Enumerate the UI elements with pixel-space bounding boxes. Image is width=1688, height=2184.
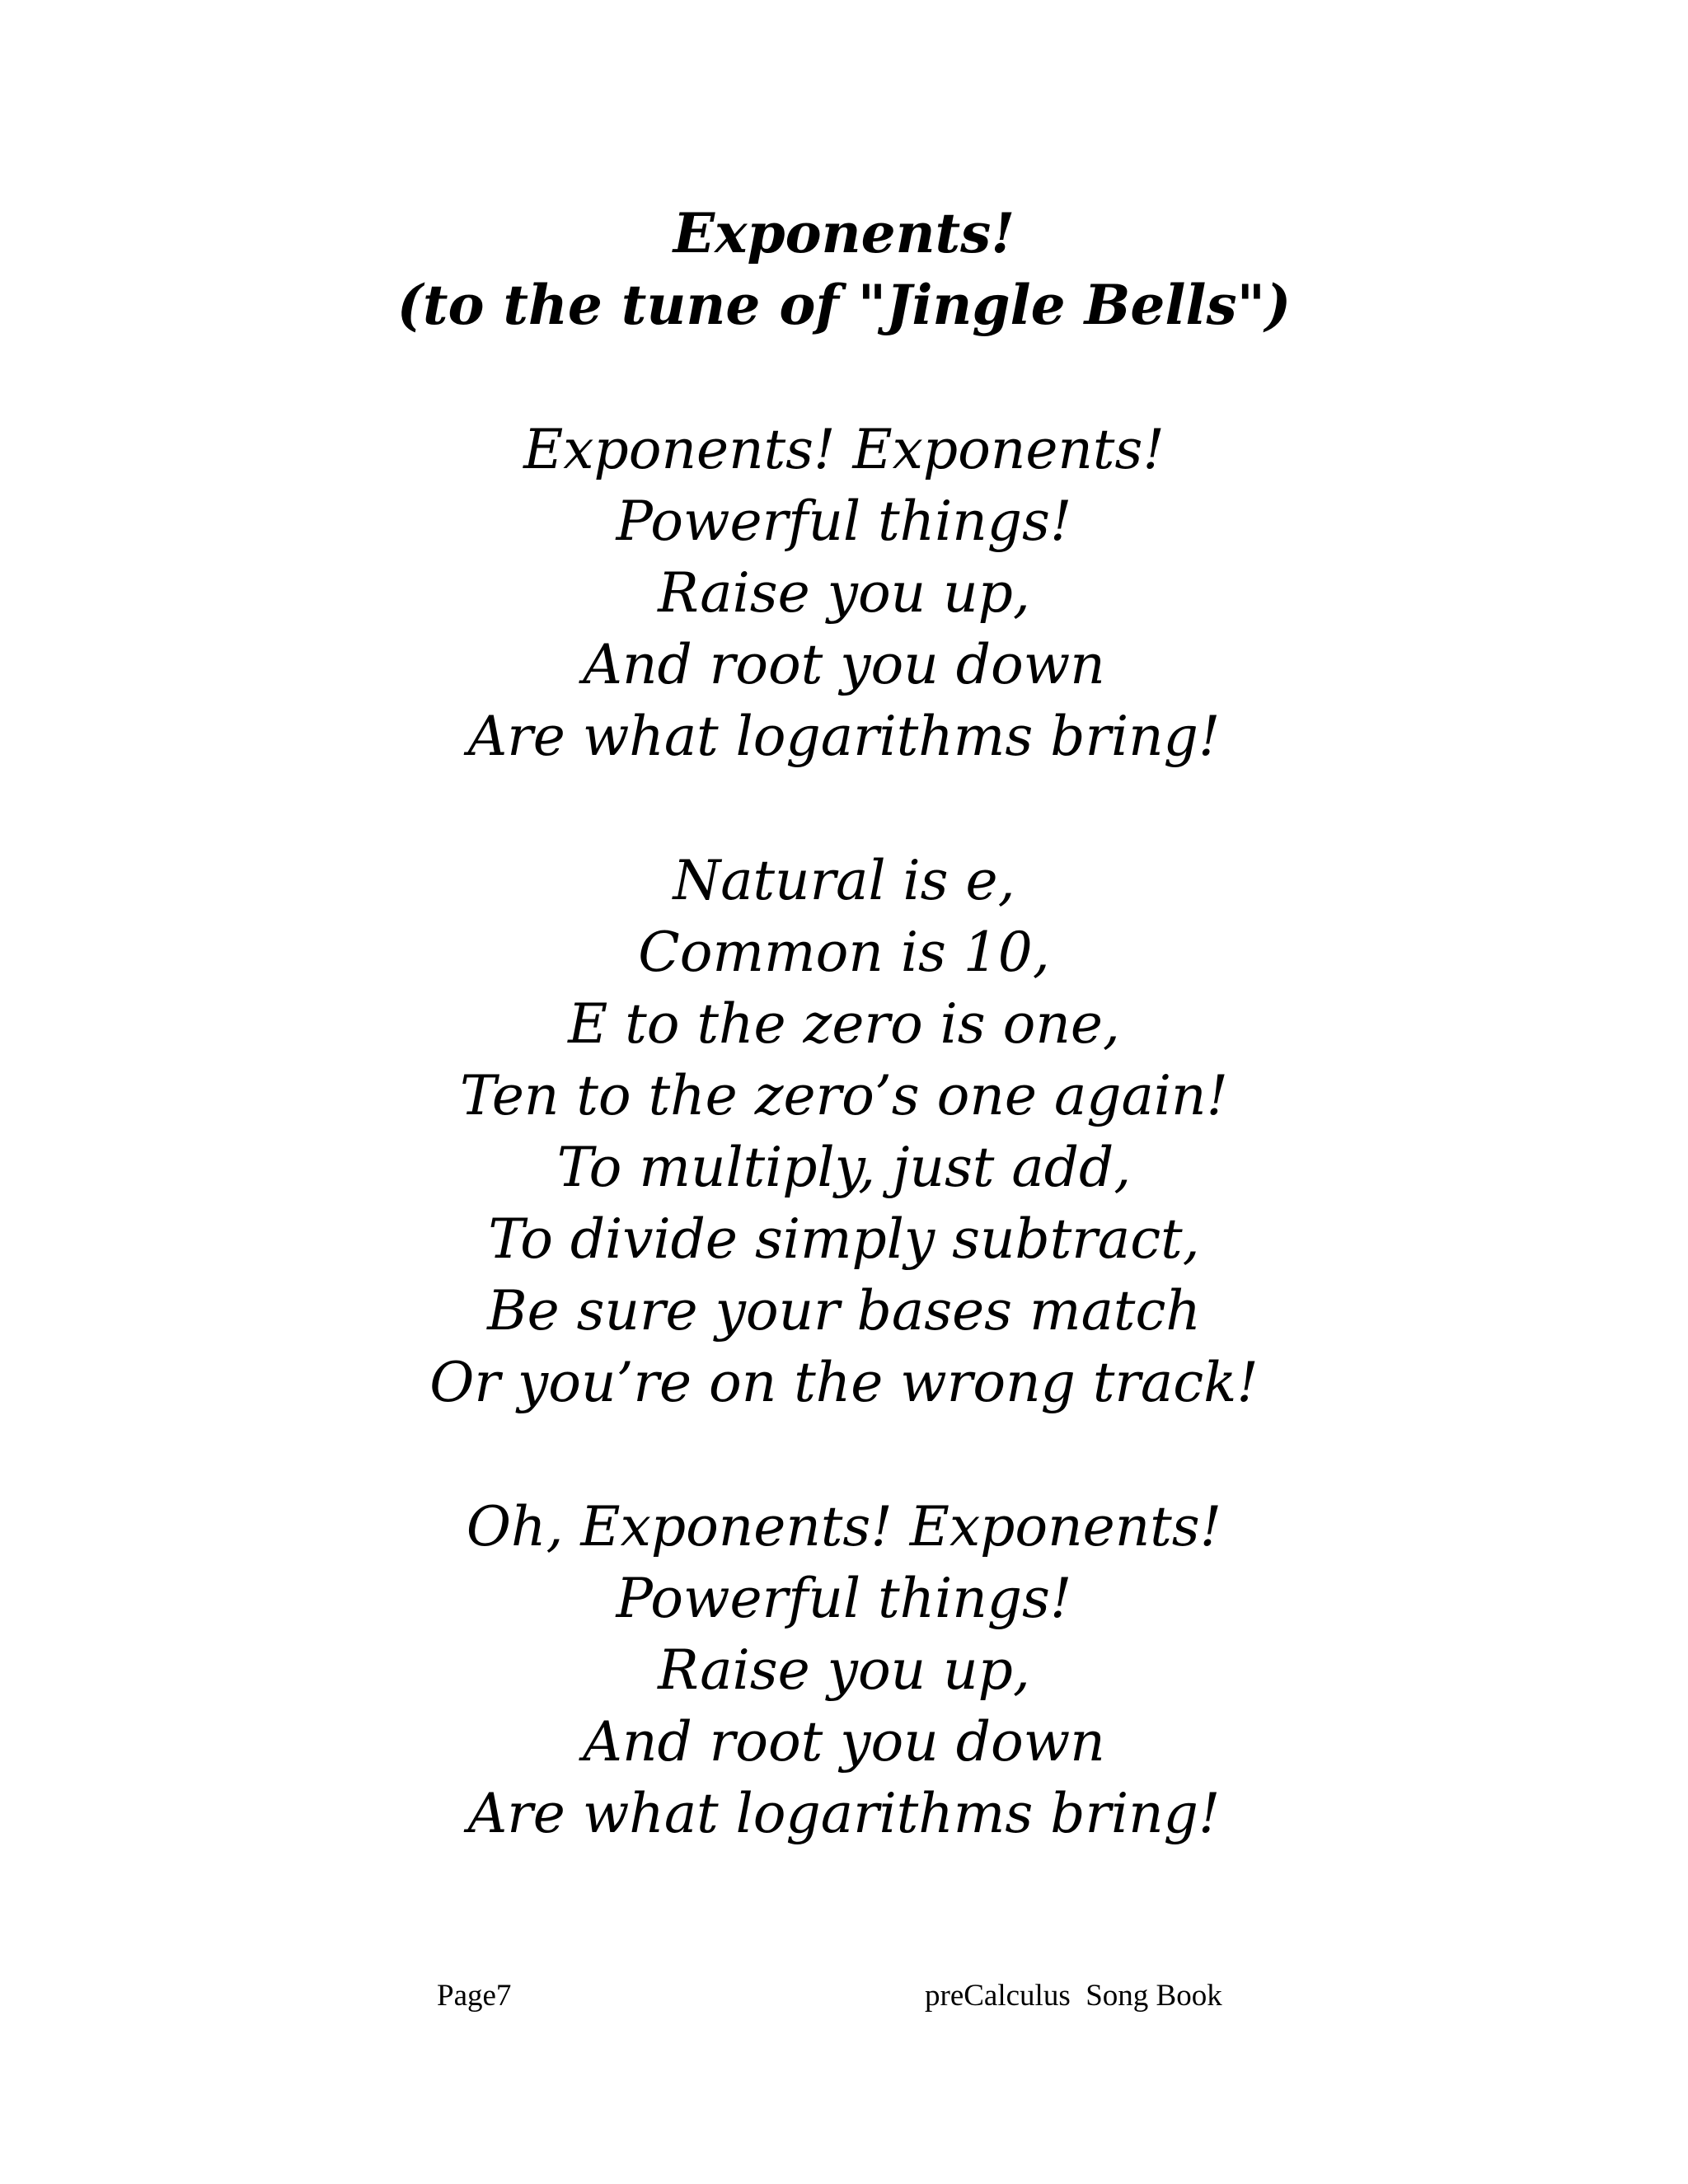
stanza-1: [0, 414, 1688, 772]
verse-line: Are what logarithms bring!: [467, 705, 1221, 768]
verse-line: Raise you up,: [658, 561, 1030, 625]
song-subtitle: (to the tune of "Jingle Bells"): [396, 273, 1292, 337]
verse-line: Powerful things!: [616, 490, 1072, 553]
verse-line: E to the zero is one,: [568, 992, 1120, 1056]
verse-line: Powerful things!: [616, 1567, 1072, 1630]
stanza-3: [0, 1491, 1688, 1849]
book-title: preCalculus Song Book: [925, 1979, 1222, 2013]
song-title-block: [0, 198, 1688, 341]
verse-line: And root you down: [583, 633, 1105, 696]
song-title: Exponents!: [673, 201, 1015, 265]
verse-line: Natural is e,: [673, 849, 1015, 912]
verse-line: Be sure your bases match: [487, 1279, 1201, 1343]
verse-line: Common is 10,: [638, 921, 1050, 984]
verse-line: Are what logarithms bring!: [467, 1782, 1221, 1845]
verse-line: And root you down: [583, 1710, 1105, 1774]
verse-line: Oh, Exponents! Exponents!: [466, 1495, 1222, 1558]
verse-line: Ten to the zero’s one again!: [459, 1064, 1229, 1127]
verse-line: Exponents! Exponents!: [523, 418, 1165, 481]
verse-line: Raise you up,: [658, 1638, 1030, 1702]
stanza-2: [0, 845, 1688, 1418]
verse-line: Or you’re on the wrong track!: [429, 1351, 1259, 1414]
song: [0, 198, 1688, 1849]
verse-line: To divide simply subtract,: [488, 1207, 1200, 1271]
verse-line: To multiply, just add,: [556, 1136, 1132, 1199]
page-number: Page7: [437, 1979, 512, 2013]
